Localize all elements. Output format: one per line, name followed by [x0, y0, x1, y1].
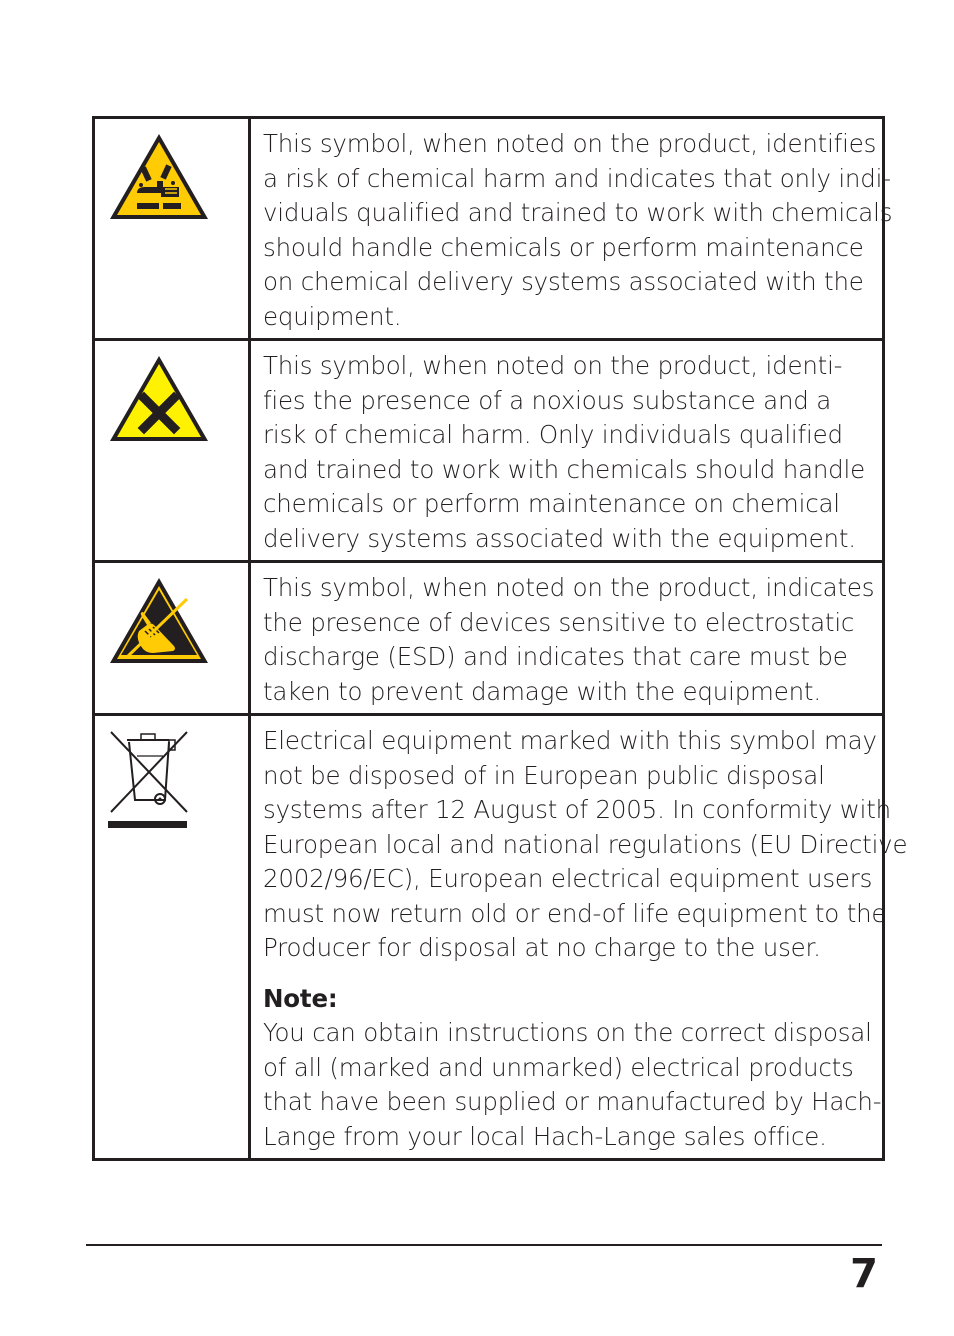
text-line: that have been supplied or manufactured by Hach- — [263, 1087, 882, 1116]
table-row — [94, 340, 884, 562]
text-line: equipment. — [263, 301, 402, 331]
description-cell — [250, 340, 884, 562]
text-line: not be disposed of in European public disposal — [263, 760, 825, 790]
text-line: fies the presence of a noxious substance and a — [263, 385, 832, 415]
chemical-hazard-icon — [107, 131, 211, 223]
text-line: discharge (ESD) and indicates that care must be — [263, 642, 848, 671]
esd-sensitive-icon — [107, 575, 211, 667]
esd-description — [263, 571, 875, 709]
text-line: viduals qualified and trained to work with chemicals — [263, 198, 893, 227]
text-line: This symbol, when noted on the product, identi- — [263, 351, 843, 380]
text-line: a risk of chemical harm and indicates that only indi- — [263, 163, 891, 193]
disposal-note — [263, 982, 882, 1155]
text-line: You can obtain instructions on the correct disposal — [263, 1018, 872, 1047]
crossed-out-wheelie-bin-icon — [107, 728, 191, 832]
text-line: taken to prevent damage with the equipment. — [263, 676, 821, 706]
note-heading: Note: — [263, 983, 338, 1013]
text-line: on chemical delivery systems associated with the — [263, 267, 864, 296]
text-line: risk of chemical harm. Only individuals qualified — [263, 420, 843, 449]
symbol-cell — [94, 715, 250, 1160]
description-cell — [250, 715, 908, 1160]
weee-description — [263, 724, 908, 966]
safety-symbols-table — [92, 116, 908, 1161]
text-line: must now return old or end-of life equipment to the — [263, 898, 887, 928]
symbol-cell — [94, 562, 250, 715]
text-line: This symbol, when noted on the product, indicates — [263, 573, 875, 602]
page-number: 7 — [850, 1251, 878, 1297]
description-cell — [250, 118, 893, 340]
text-line: delivery systems associated with the equipment. — [263, 523, 856, 553]
table-row — [94, 118, 884, 340]
text-line: systems after 12 August of 2005. In conformity with — [263, 795, 891, 824]
text-line: This symbol, when noted on the product, identifies — [263, 129, 877, 158]
text-line: should handle chemicals or perform maintenance — [263, 232, 864, 262]
symbol-cell — [94, 118, 250, 340]
text-line: Electrical equipment marked with this symbol may — [263, 726, 877, 755]
text-line: chemicals or perform maintenance on chemical — [263, 489, 840, 518]
table-row — [94, 562, 884, 715]
table-row — [94, 715, 884, 1160]
text-line: European local and national regulations (EU Directive — [263, 829, 908, 859]
symbol-cell — [94, 340, 250, 562]
text-line: the presence of devices sensitive to electrostatic — [263, 607, 855, 637]
text-line: Lange from your local Hach-Lange sales office. — [263, 1121, 827, 1151]
harmful-substance-icon — [107, 353, 211, 445]
text-line: 2002/96/EC), European electrical equipment users — [263, 864, 873, 893]
footer-divider — [86, 1244, 882, 1246]
text-line: Producer for disposal at no charge to the user. — [263, 933, 821, 962]
text-line: and trained to work with chemicals should handle — [263, 454, 865, 484]
text-line: of all (marked and unmarked) electrical products — [263, 1052, 854, 1082]
chemical-hazard-description — [263, 127, 893, 334]
harmful-substance-description — [263, 349, 870, 556]
description-cell — [250, 562, 884, 715]
